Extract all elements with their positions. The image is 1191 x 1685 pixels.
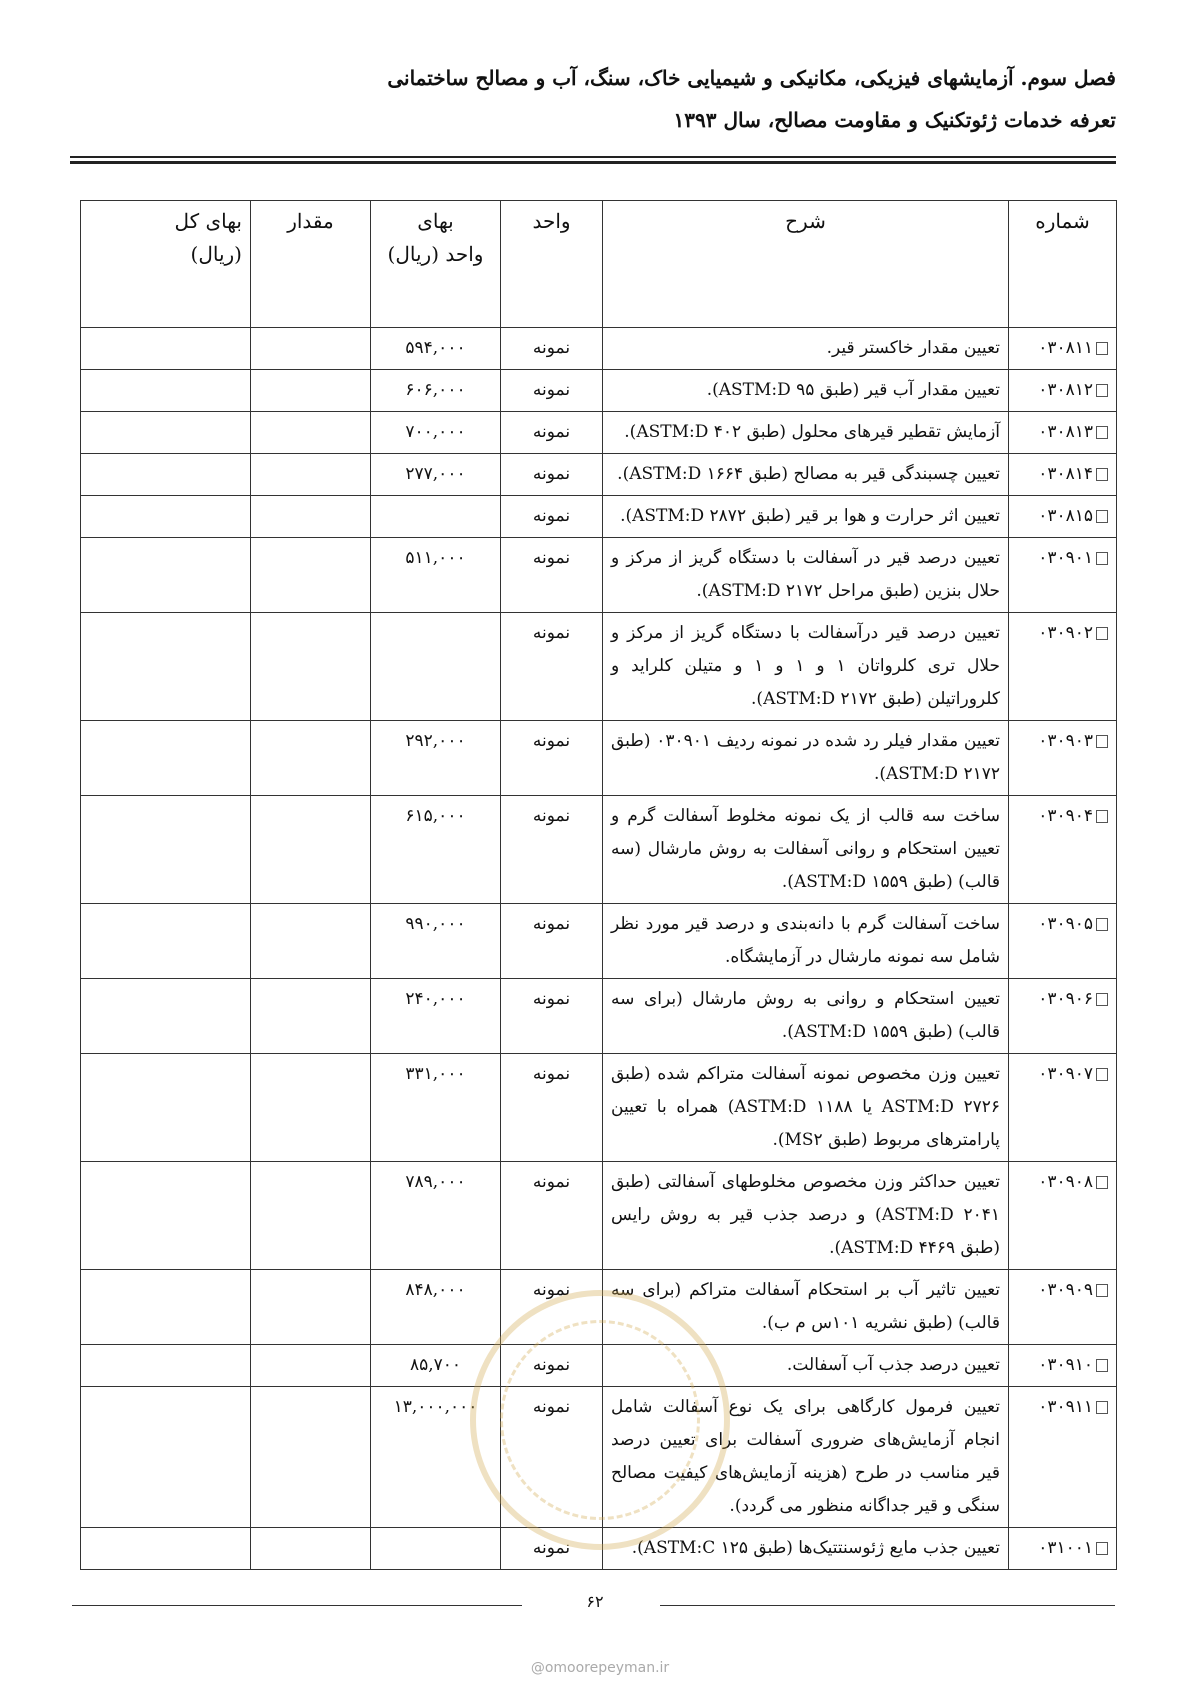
row-quantity — [251, 538, 371, 613]
footer-rule-right — [660, 1605, 1115, 1606]
marker-icon — [1096, 1401, 1108, 1414]
header-quantity: مقدار — [251, 201, 371, 328]
row-number — [1009, 721, 1117, 796]
row-unit-price: ۸۴۸,۰۰۰ — [371, 1270, 501, 1345]
row-unit-price: ۵۱۱,۰۰۰ — [371, 538, 501, 613]
row-unit-price: ۹۹۰,۰۰۰ — [371, 904, 501, 979]
row-unit-price: ۸۵,۷۰۰ — [371, 1345, 501, 1387]
row-number-text: ۰۳۰۹۰۳ — [1038, 731, 1093, 751]
row-unit: نمونه — [501, 721, 603, 796]
row-total — [81, 1270, 251, 1345]
row-quantity — [251, 370, 371, 412]
row-number — [1009, 370, 1117, 412]
row-number-text: ۰۳۰۹۱۰ — [1038, 1355, 1093, 1375]
row-unit: نمونه — [501, 454, 603, 496]
row-total — [81, 904, 251, 979]
row-description: تعیین جذب مایع ژئوسنتتیک‌ها (طبق ۱۲۵ ASTM:C). — [603, 1528, 1009, 1570]
header-total — [81, 201, 251, 328]
row-quantity — [251, 412, 371, 454]
row-unit-price: ۷۸۹,۰۰۰ — [371, 1162, 501, 1270]
row-total — [81, 454, 251, 496]
table-row — [81, 1054, 1117, 1162]
marker-icon — [1096, 1284, 1108, 1297]
row-total — [81, 328, 251, 370]
table-row — [81, 412, 1117, 454]
row-total — [81, 979, 251, 1054]
row-description: تعیین اثر حرارت و هوا بر قیر (طبق ۲۸۷۲ ASTM:D). — [603, 496, 1009, 538]
row-number — [1009, 1162, 1117, 1270]
row-unit: نمونه — [501, 1270, 603, 1345]
header-total-line2: (ریال) — [190, 242, 242, 266]
row-quantity — [251, 796, 371, 904]
row-description: تعیین تاثیر آب بر استحکام آسفالت متراکم (برای سه قالب) (طبق نشریه ۱۰۱س م ب). — [603, 1270, 1009, 1345]
row-unit-price — [371, 1528, 501, 1570]
row-description: تعیین درصد قیر در آسفالت با دستگاه گریز از مرکز و حلال بنزین (طبق مراحل ۲۱۷۲ ASTM:D). — [603, 538, 1009, 613]
header-unit-price-line1: بهای — [417, 209, 454, 233]
row-unit: نمونه — [501, 328, 603, 370]
row-number-text: ۰۳۰۹۰۷ — [1038, 1064, 1093, 1084]
row-quantity — [251, 1270, 371, 1345]
row-quantity — [251, 721, 371, 796]
row-description: تعیین چسبندگی قیر به مصالح (طبق ۱۶۶۴ ASTM:D). — [603, 454, 1009, 496]
marker-icon — [1096, 342, 1108, 355]
row-number — [1009, 454, 1117, 496]
row-number — [1009, 613, 1117, 721]
marker-icon — [1096, 1068, 1108, 1081]
chapter-title: فصل سوم. آزمایشهای فیزیکی، مکانیکی و شیمیایی خاک، سنگ، آب و مصالح ساختمانی — [387, 66, 1116, 90]
row-description: تعیین وزن مخصوص نمونه آسفالت متراکم شده (طبق ۲۷۲۶ ASTM:D یا ۱۱۸۸ ASTM:D) همراه با تعیین پارامترهای مربوط (طبق MS۲). — [603, 1054, 1009, 1162]
row-number-text: ۰۳۰۸۱۵ — [1038, 506, 1093, 526]
row-number — [1009, 328, 1117, 370]
row-unit-price: ۶۰۶,۰۰۰ — [371, 370, 501, 412]
header-number: شماره — [1009, 201, 1117, 328]
row-unit: نمونه — [501, 1528, 603, 1570]
table-row — [81, 454, 1117, 496]
row-number-text: ۰۳۰۹۰۴ — [1038, 806, 1093, 826]
row-description: تعیین استحکام و روانی به روش مارشال (برای سه قالب) (طبق ۱۵۵۹ ASTM:D). — [603, 979, 1009, 1054]
row-quantity — [251, 1387, 371, 1528]
row-total — [81, 538, 251, 613]
table-row — [81, 1162, 1117, 1270]
row-unit-price: ۲۹۲,۰۰۰ — [371, 721, 501, 796]
row-unit: نمونه — [501, 1054, 603, 1162]
table-row — [81, 328, 1117, 370]
row-quantity — [251, 1054, 371, 1162]
table-header-row — [81, 201, 1117, 328]
header-total-line1: بهای کل — [174, 209, 242, 233]
row-number — [1009, 1387, 1117, 1528]
row-unit: نمونه — [501, 538, 603, 613]
row-unit: نمونه — [501, 412, 603, 454]
row-number-text: ۰۳۰۸۱۱ — [1038, 338, 1093, 358]
marker-icon — [1096, 735, 1108, 748]
row-total — [81, 370, 251, 412]
row-unit-price: ۵۹۴,۰۰۰ — [371, 328, 501, 370]
table-row — [81, 496, 1117, 538]
table-row — [81, 979, 1117, 1054]
row-quantity — [251, 613, 371, 721]
row-description: تعیین درصد قیر درآسفالت با دستگاه گریز از مرکز و حلال تری کلرواتان ۱ و ۱ و ۱ و متیلن کلراید و کلروراتیلن (طبق ۲۱۷۲ ASTM:D). — [603, 613, 1009, 721]
row-number — [1009, 412, 1117, 454]
header-rule — [70, 156, 1116, 158]
row-total — [81, 1345, 251, 1387]
row-quantity — [251, 1528, 371, 1570]
marker-icon — [1096, 384, 1108, 397]
row-number — [1009, 496, 1117, 538]
marker-icon — [1096, 510, 1108, 523]
header-description: شرح — [603, 201, 1009, 328]
row-quantity — [251, 904, 371, 979]
row-total — [81, 721, 251, 796]
marker-icon — [1096, 810, 1108, 823]
marker-icon — [1096, 426, 1108, 439]
row-number — [1009, 1054, 1117, 1162]
row-unit: نمونه — [501, 904, 603, 979]
header-rule-thick — [70, 161, 1116, 164]
row-description: تعیین مقدار خاکستر قیر. — [603, 328, 1009, 370]
marker-icon — [1096, 1542, 1108, 1555]
row-unit-price: ۳۳۱,۰۰۰ — [371, 1054, 501, 1162]
row-number-text: ۰۳۰۸۱۳ — [1038, 422, 1093, 442]
row-quantity — [251, 1162, 371, 1270]
row-total — [81, 613, 251, 721]
marker-icon — [1096, 552, 1108, 565]
marker-icon — [1096, 468, 1108, 481]
table-row — [81, 721, 1117, 796]
row-description: ساخت آسفالت گرم با دانه‌بندی و درصد قیر مورد نظر شامل سه نمونه مارشال در آزمایشگاه. — [603, 904, 1009, 979]
row-unit: نمونه — [501, 1162, 603, 1270]
row-description: تعیین حداکثر وزن مخصوص مخلوطهای آسفالتی (طبق ۲۰۴۱ ASTM:D) و درصد جذب قیر به روش رایس (طبق ۴۴۶۹ ASTM:D). — [603, 1162, 1009, 1270]
row-quantity — [251, 1345, 371, 1387]
row-number-text: ۰۳۰۹۰۸ — [1038, 1172, 1093, 1192]
row-description: آزمایش تقطیر قیرهای محلول (طبق ۴۰۲ ASTM:D). — [603, 412, 1009, 454]
row-total — [81, 1162, 251, 1270]
table-row — [81, 904, 1117, 979]
row-unit-price — [371, 496, 501, 538]
watermark-seal — [470, 1290, 730, 1550]
row-total — [81, 412, 251, 454]
row-number-text: ۰۳۰۸۱۴ — [1038, 464, 1093, 484]
table-row — [81, 796, 1117, 904]
page-number: ۶۲ — [586, 1592, 604, 1611]
row-unit-price: ۲۴۰,۰۰۰ — [371, 979, 501, 1054]
row-total — [81, 1387, 251, 1528]
row-description: تعیین درصد جذب آب آسفالت. — [603, 1345, 1009, 1387]
row-description: ساخت سه قالب از یک نمونه مخلوط آسفالت گرم و تعیین استحکام و روانی آسفالت به روش مارشال (سه قالب) (طبق ۱۵۵۹ ASTM:D). — [603, 796, 1009, 904]
row-unit: نمونه — [501, 370, 603, 412]
header-unit: واحد — [501, 201, 603, 328]
row-number-text: ۰۳۰۹۰۹ — [1038, 1280, 1093, 1300]
row-number-text: ۰۳۰۹۰۶ — [1038, 989, 1093, 1009]
marker-icon — [1096, 1176, 1108, 1189]
row-unit: نمونه — [501, 496, 603, 538]
header-unit-price — [371, 201, 501, 328]
row-quantity — [251, 979, 371, 1054]
row-description: تعیین مقدار فیلر رد شده در نمونه ردیف ۰۳۰۹۰۱ (طبق ۲۱۷۲ ASTM:D). — [603, 721, 1009, 796]
row-quantity — [251, 496, 371, 538]
watermark-url: @omoorepeyman.ir — [530, 1660, 670, 1676]
row-total — [81, 1054, 251, 1162]
row-number — [1009, 904, 1117, 979]
row-quantity — [251, 454, 371, 496]
row-quantity — [251, 328, 371, 370]
row-number — [1009, 1345, 1117, 1387]
row-number — [1009, 538, 1117, 613]
footer-rule-left — [72, 1605, 522, 1606]
header-unit-price-line2: واحد (ریال) — [387, 242, 484, 266]
row-total — [81, 1528, 251, 1570]
row-number-text: ۰۳۰۹۰۵ — [1038, 914, 1093, 934]
row-number-text: ۰۳۰۹۱۱ — [1038, 1397, 1093, 1417]
table-row — [81, 370, 1117, 412]
row-unit: نمونه — [501, 1387, 603, 1528]
table-row — [81, 538, 1117, 613]
row-number — [1009, 979, 1117, 1054]
row-number-text: ۰۳۰۹۰۱ — [1038, 548, 1093, 568]
row-number — [1009, 1270, 1117, 1345]
row-unit: نمونه — [501, 796, 603, 904]
row-unit-price: ۶۱۵,۰۰۰ — [371, 796, 501, 904]
row-unit-price: ۲۷۷,۰۰۰ — [371, 454, 501, 496]
row-total — [81, 496, 251, 538]
row-number-text: ۰۳۱۰۰۱ — [1038, 1538, 1093, 1558]
row-unit: نمونه — [501, 613, 603, 721]
marker-icon — [1096, 918, 1108, 931]
table-row — [81, 613, 1117, 721]
row-description: تعیین مقدار آب قیر (طبق ۹۵ ASTM:D). — [603, 370, 1009, 412]
row-unit: نمونه — [501, 1345, 603, 1387]
row-unit-price — [371, 613, 501, 721]
row-number — [1009, 796, 1117, 904]
row-description: تعیین فرمول کارگاهی برای یک نوع آسفالت شامل انجام آزمایش‌های ضروری آسفالت برای تعیین درصد قیر مناسب در طرح (هزینه آزمایش‌های کیفیت مصالح سنگی و قیر جداگانه منظور می گردد). — [603, 1387, 1009, 1528]
row-unit-price: ۷۰۰,۰۰۰ — [371, 412, 501, 454]
row-total — [81, 796, 251, 904]
marker-icon — [1096, 627, 1108, 640]
row-number — [1009, 1528, 1117, 1570]
row-number-text: ۰۳۰۸۱۲ — [1038, 380, 1093, 400]
marker-icon — [1096, 1359, 1108, 1372]
row-unit: نمونه — [501, 979, 603, 1054]
row-number-text: ۰۳۰۹۰۲ — [1038, 623, 1093, 643]
row-unit-price: ۱۳,۰۰۰,۰۰۰ — [371, 1387, 501, 1528]
marker-icon — [1096, 993, 1108, 1006]
document-subtitle: تعرفه خدمات ژئوتکنیک و مقاومت مصالح، سال ۱۳۹۳ — [673, 108, 1116, 132]
